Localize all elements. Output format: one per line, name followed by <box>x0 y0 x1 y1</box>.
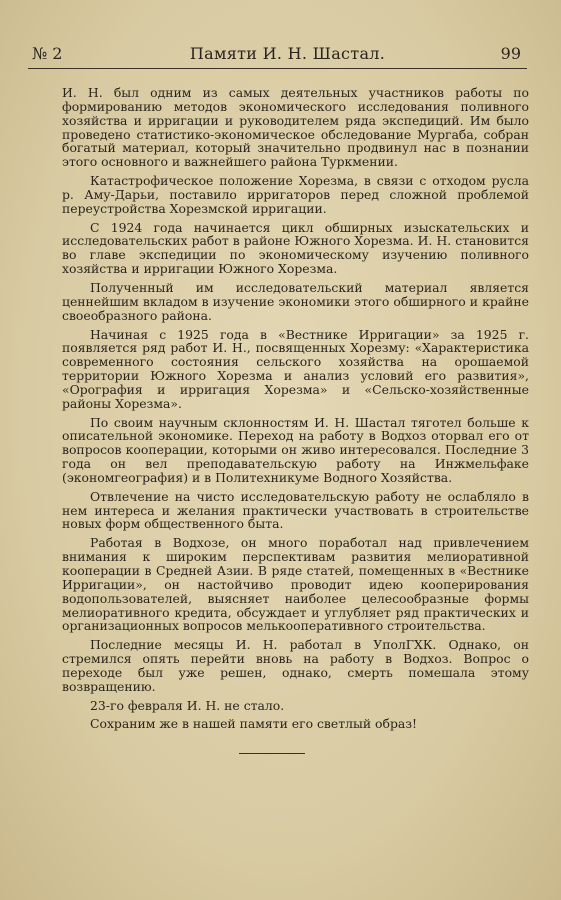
page-number: 99 <box>500 44 521 63</box>
header-rule <box>28 68 527 69</box>
paragraph-11: Сохраним же в нашей памяти его светлый образ! <box>90 716 418 732</box>
paragraph-2: Катастрофическое положение Хорезма, в связи с отходом русла р. Аму-Дарьи, поставило ирригаторов перед сложной проблемой переустройства Хорезмской ирригации. <box>62 173 529 216</box>
article-body <box>62 86 529 731</box>
paragraph-6: По своим научным склонностям И. Н. Шастал тяготел больше к описательной экономике. Переход на работу в Водхоз оторвал его от вопросов кооперации, которыми он живо интересовался. Последние 3 года он вел преподавательскую работу на Инжмельфаке (экономгеография) и в Политехникуме Водного Хозяйства. <box>62 414 529 485</box>
paragraph-3: С 1924 года начинается цикл обширных изыскательских и исследовательских работ в районе Южного Хорезма. И. Н. становится во главе экспедиции по экономическому изучению поливного хозяйства и ирригации Южного Хорезма. <box>62 219 529 277</box>
paragraph-10: 23-го февраля И. Н. не стало. <box>90 697 285 713</box>
end-rule <box>239 753 305 754</box>
paragraph-1: И. Н. был одним из самых деятельных участников работы по формированию методов экономического исследования поливного хозяйства и ирригации и руководителем ряда экспедиций. Им было проведено статистико-экономическое обследование Мургаба, собран богатый материал, который значительно продвинул нас в познании этого основного и важнейшего района Туркмении. <box>62 85 529 170</box>
paragraph-9: Последние месяцы И. Н. работал в УполГХК. Однако, он стремился опять перейти вновь на работу в Водхоз. Вопрос о переходе был уже решен, однако, смерть помешала этому возвращению. <box>62 637 529 694</box>
paragraph-5: Начиная с 1925 года в «Вестнике Ирригации» за 1925 г. появляется ряд работ И. Н., посвященных Хорезму: «Характеристика современного состояния сельского хозяйства на орошаемой территории Южного Хорезма и анализ условий его развития», «Орография и ирригация Хорезма» и «Сельско-хозяйственные районы Хорезма». <box>62 326 529 411</box>
issue-number: № 2 <box>32 44 63 63</box>
paragraph-7: Отвлечение на чисто исследовательскую работу не ослабляло в нем интереса и желания практически участвовать в строительстве новых форм общественного быта. <box>62 488 529 532</box>
paragraph-8: Работая в Водхозе, он много поработал над привлечением внимания к широким перспективам развития мелиоративной кооперации в Средней Азии. В ряде статей, помещенных в «Вестнике Ирригации», он настойчиво проводит идею кооперирования водопользователей, выясняет наиболее целесообразные формы мелиоративного кредита, обсуждает и углубляет ряд практических и организационных вопросов мелькооперативного строительства. <box>62 535 529 634</box>
paragraph-4: Полученный им исследовательский материал является ценнейшим вкладом в изучение экономики этого обширного и крайне своеобразного района. <box>62 279 529 323</box>
running-header <box>0 44 561 68</box>
running-title: Памяти И. Н. Шастал. <box>189 44 386 63</box>
